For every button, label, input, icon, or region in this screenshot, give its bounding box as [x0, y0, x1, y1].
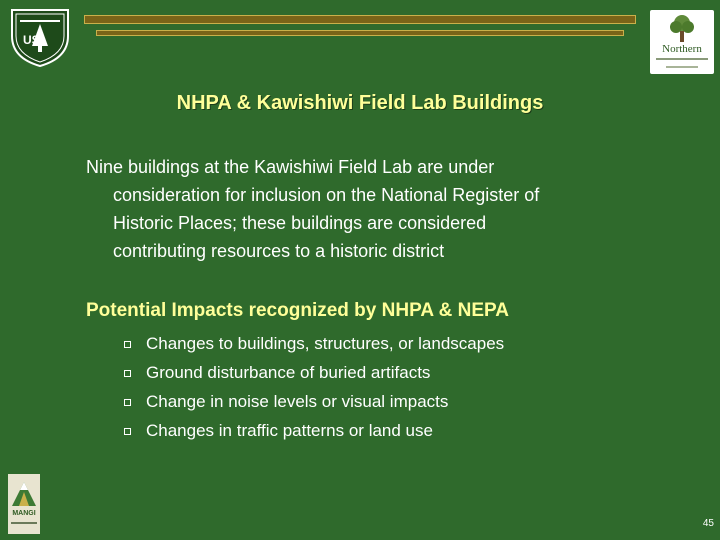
list-item-text: Changes in traffic patterns or land use: [146, 421, 433, 440]
checkbox-bullet-icon: [124, 370, 131, 377]
nrs-fine-print: [656, 58, 708, 60]
paragraph-line: consideration for inclusion on the National Register of: [113, 185, 540, 205]
paragraph-line: Historic Places; these buildings are considered: [113, 213, 487, 233]
paragraph-line: Nine buildings at the Kawishiwi Field Lab are under: [86, 157, 495, 177]
nrs-fine-print-2: [666, 66, 698, 68]
intro-paragraph: [86, 153, 646, 265]
checkbox-bullet-icon: [124, 399, 131, 406]
list-item-text: Changes to buildings, structures, or landscapes: [146, 334, 505, 353]
list-item-text: Ground disturbance of buried artifacts: [146, 363, 431, 382]
checkbox-bullet-icon: [124, 428, 131, 435]
impacts-subheading: Potential Impacts recognized by NHPA & NEPA: [86, 300, 510, 321]
checkbox-bullet-icon: [124, 341, 131, 348]
usfs-shield-icon: [6, 6, 74, 68]
nrs-wordmark: Northern: [662, 43, 702, 55]
slide-title: NHPA & Kawishiwi Field Lab Buildings: [176, 92, 544, 114]
list-item: [124, 387, 504, 416]
mangi-wordmark: MANGI: [12, 510, 36, 517]
list-item-text: Change in noise levels or visual impacts: [146, 392, 449, 411]
oak-tree-icon: [667, 13, 697, 43]
list-item: [124, 329, 504, 358]
mangi-stripe: [11, 522, 37, 524]
mangi-logo: [8, 474, 40, 534]
nrs-logo: [650, 10, 714, 74]
paragraph-line: contributing resources to a historic district: [113, 241, 445, 261]
list-item: [124, 358, 504, 387]
header-bar-top: [84, 15, 636, 24]
list-item: [124, 416, 504, 445]
header-bar-bottom: [96, 30, 624, 36]
page-number: 45: [702, 518, 714, 529]
mountain-icon: [8, 480, 40, 508]
usfs-letters: US: [23, 33, 40, 47]
impacts-list: [124, 329, 504, 445]
